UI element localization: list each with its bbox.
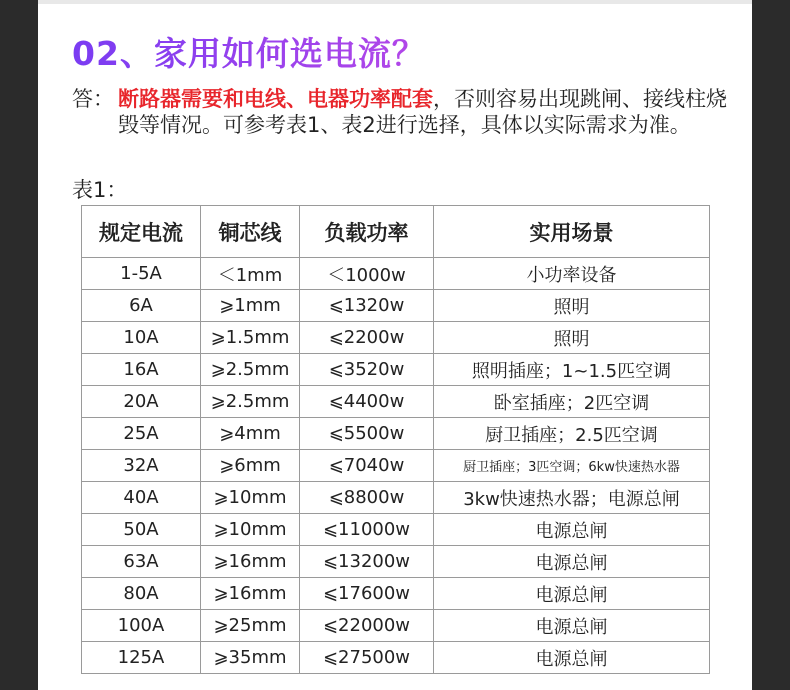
- table-row: [82, 514, 710, 546]
- table-row: [82, 258, 710, 290]
- table-row: [82, 386, 710, 418]
- table-row: [82, 546, 710, 578]
- table-header-row: [82, 206, 710, 258]
- header-load-power: 负载功率: [300, 206, 434, 258]
- header-use-case: 实用场景: [434, 206, 710, 258]
- cell-copper-wire: ⩾1mm: [201, 290, 300, 322]
- table-row: [82, 610, 710, 642]
- cell-rated-current: 10A: [82, 322, 201, 354]
- cell-load-power: ⩽22000w: [300, 610, 434, 642]
- cell-use-case: 照明: [434, 290, 710, 322]
- cell-rated-current: 1-5A: [82, 258, 201, 290]
- cell-rated-current: 80A: [82, 578, 201, 610]
- cell-copper-wire: ⩾6mm: [201, 450, 300, 482]
- cell-rated-current: 25A: [82, 418, 201, 450]
- table-row: [82, 290, 710, 322]
- cell-load-power: ＜1000w: [300, 258, 434, 290]
- table-row: [82, 354, 710, 386]
- table-row: [82, 322, 710, 354]
- cell-copper-wire: ⩾10mm: [201, 514, 300, 546]
- cell-rated-current: 6A: [82, 290, 201, 322]
- cell-copper-wire: ⩾35mm: [201, 642, 300, 674]
- answer-paragraph: [72, 86, 737, 138]
- cell-load-power: ⩽4400w: [300, 386, 434, 418]
- cell-rated-current: 125A: [82, 642, 201, 674]
- header-copper-wire: 铜芯线: [201, 206, 300, 258]
- table-row: [82, 578, 710, 610]
- cell-use-case: 照明: [434, 322, 710, 354]
- cell-load-power: ⩽17600w: [300, 578, 434, 610]
- cell-load-power: ⩽3520w: [300, 354, 434, 386]
- cell-use-case: 电源总闸: [434, 642, 710, 674]
- cell-rated-current: 50A: [82, 514, 201, 546]
- answer-body: [118, 86, 737, 138]
- cell-copper-wire: ⩾2.5mm: [201, 354, 300, 386]
- cell-use-case: 电源总闸: [434, 610, 710, 642]
- cell-rated-current: 100A: [82, 610, 201, 642]
- answer-highlight: 断路器需要和电线、电器功率配套: [118, 87, 433, 111]
- cell-use-case: 3kw快速热水器；电源总闸: [434, 482, 710, 514]
- cell-copper-wire: ⩾1.5mm: [201, 322, 300, 354]
- cell-load-power: ⩽8800w: [300, 482, 434, 514]
- table-row: [82, 418, 710, 450]
- table-row: [82, 642, 710, 674]
- cell-rated-current: 16A: [82, 354, 201, 386]
- cell-copper-wire: ＜1mm: [201, 258, 300, 290]
- cell-copper-wire: ⩾25mm: [201, 610, 300, 642]
- cell-use-case: 卧室插座；2匹空调: [434, 386, 710, 418]
- cell-rated-current: 20A: [82, 386, 201, 418]
- cell-rated-current: 63A: [82, 546, 201, 578]
- cell-load-power: ⩽5500w: [300, 418, 434, 450]
- table-caption: 表1：: [72, 178, 128, 202]
- cell-use-case: 厨卫插座；2.5匹空调: [434, 418, 710, 450]
- cell-load-power: ⩽13200w: [300, 546, 434, 578]
- cell-copper-wire: ⩾16mm: [201, 578, 300, 610]
- cell-copper-wire: ⩾16mm: [201, 546, 300, 578]
- table-row: [82, 450, 710, 482]
- cell-use-case: 照明插座；1~1.5匹空调: [434, 354, 710, 386]
- cell-copper-wire: ⩾10mm: [201, 482, 300, 514]
- cell-use-case: 电源总闸: [434, 578, 710, 610]
- cell-load-power: ⩽11000w: [300, 514, 434, 546]
- cell-load-power: ⩽1320w: [300, 290, 434, 322]
- cell-use-case: 电源总闸: [434, 514, 710, 546]
- cell-load-power: ⩽2200w: [300, 322, 434, 354]
- cell-load-power: ⩽7040w: [300, 450, 434, 482]
- current-selection-table: [81, 205, 710, 674]
- cell-load-power: ⩽27500w: [300, 642, 434, 674]
- cell-rated-current: 40A: [82, 482, 201, 514]
- answer-label: 答：: [72, 87, 114, 111]
- cell-use-case: 厨卫插座；3匹空调；6kw快速热水器: [434, 450, 710, 482]
- header-rated-current: 规定电流: [82, 206, 201, 258]
- top-divider: [38, 0, 752, 4]
- cell-use-case: 小功率设备: [434, 258, 710, 290]
- cell-copper-wire: ⩾2.5mm: [201, 386, 300, 418]
- cell-use-case: 电源总闸: [434, 546, 710, 578]
- answer-text: ，否则容易出现跳闸、接线柱烧毁等情况。可参考表1、表2进行选择，具体以实际需求为准。: [118, 87, 727, 137]
- section-heading: 02、家用如何选电流？: [72, 28, 426, 75]
- cell-copper-wire: ⩾4mm: [201, 418, 300, 450]
- cell-rated-current: 32A: [82, 450, 201, 482]
- table-row: [82, 482, 710, 514]
